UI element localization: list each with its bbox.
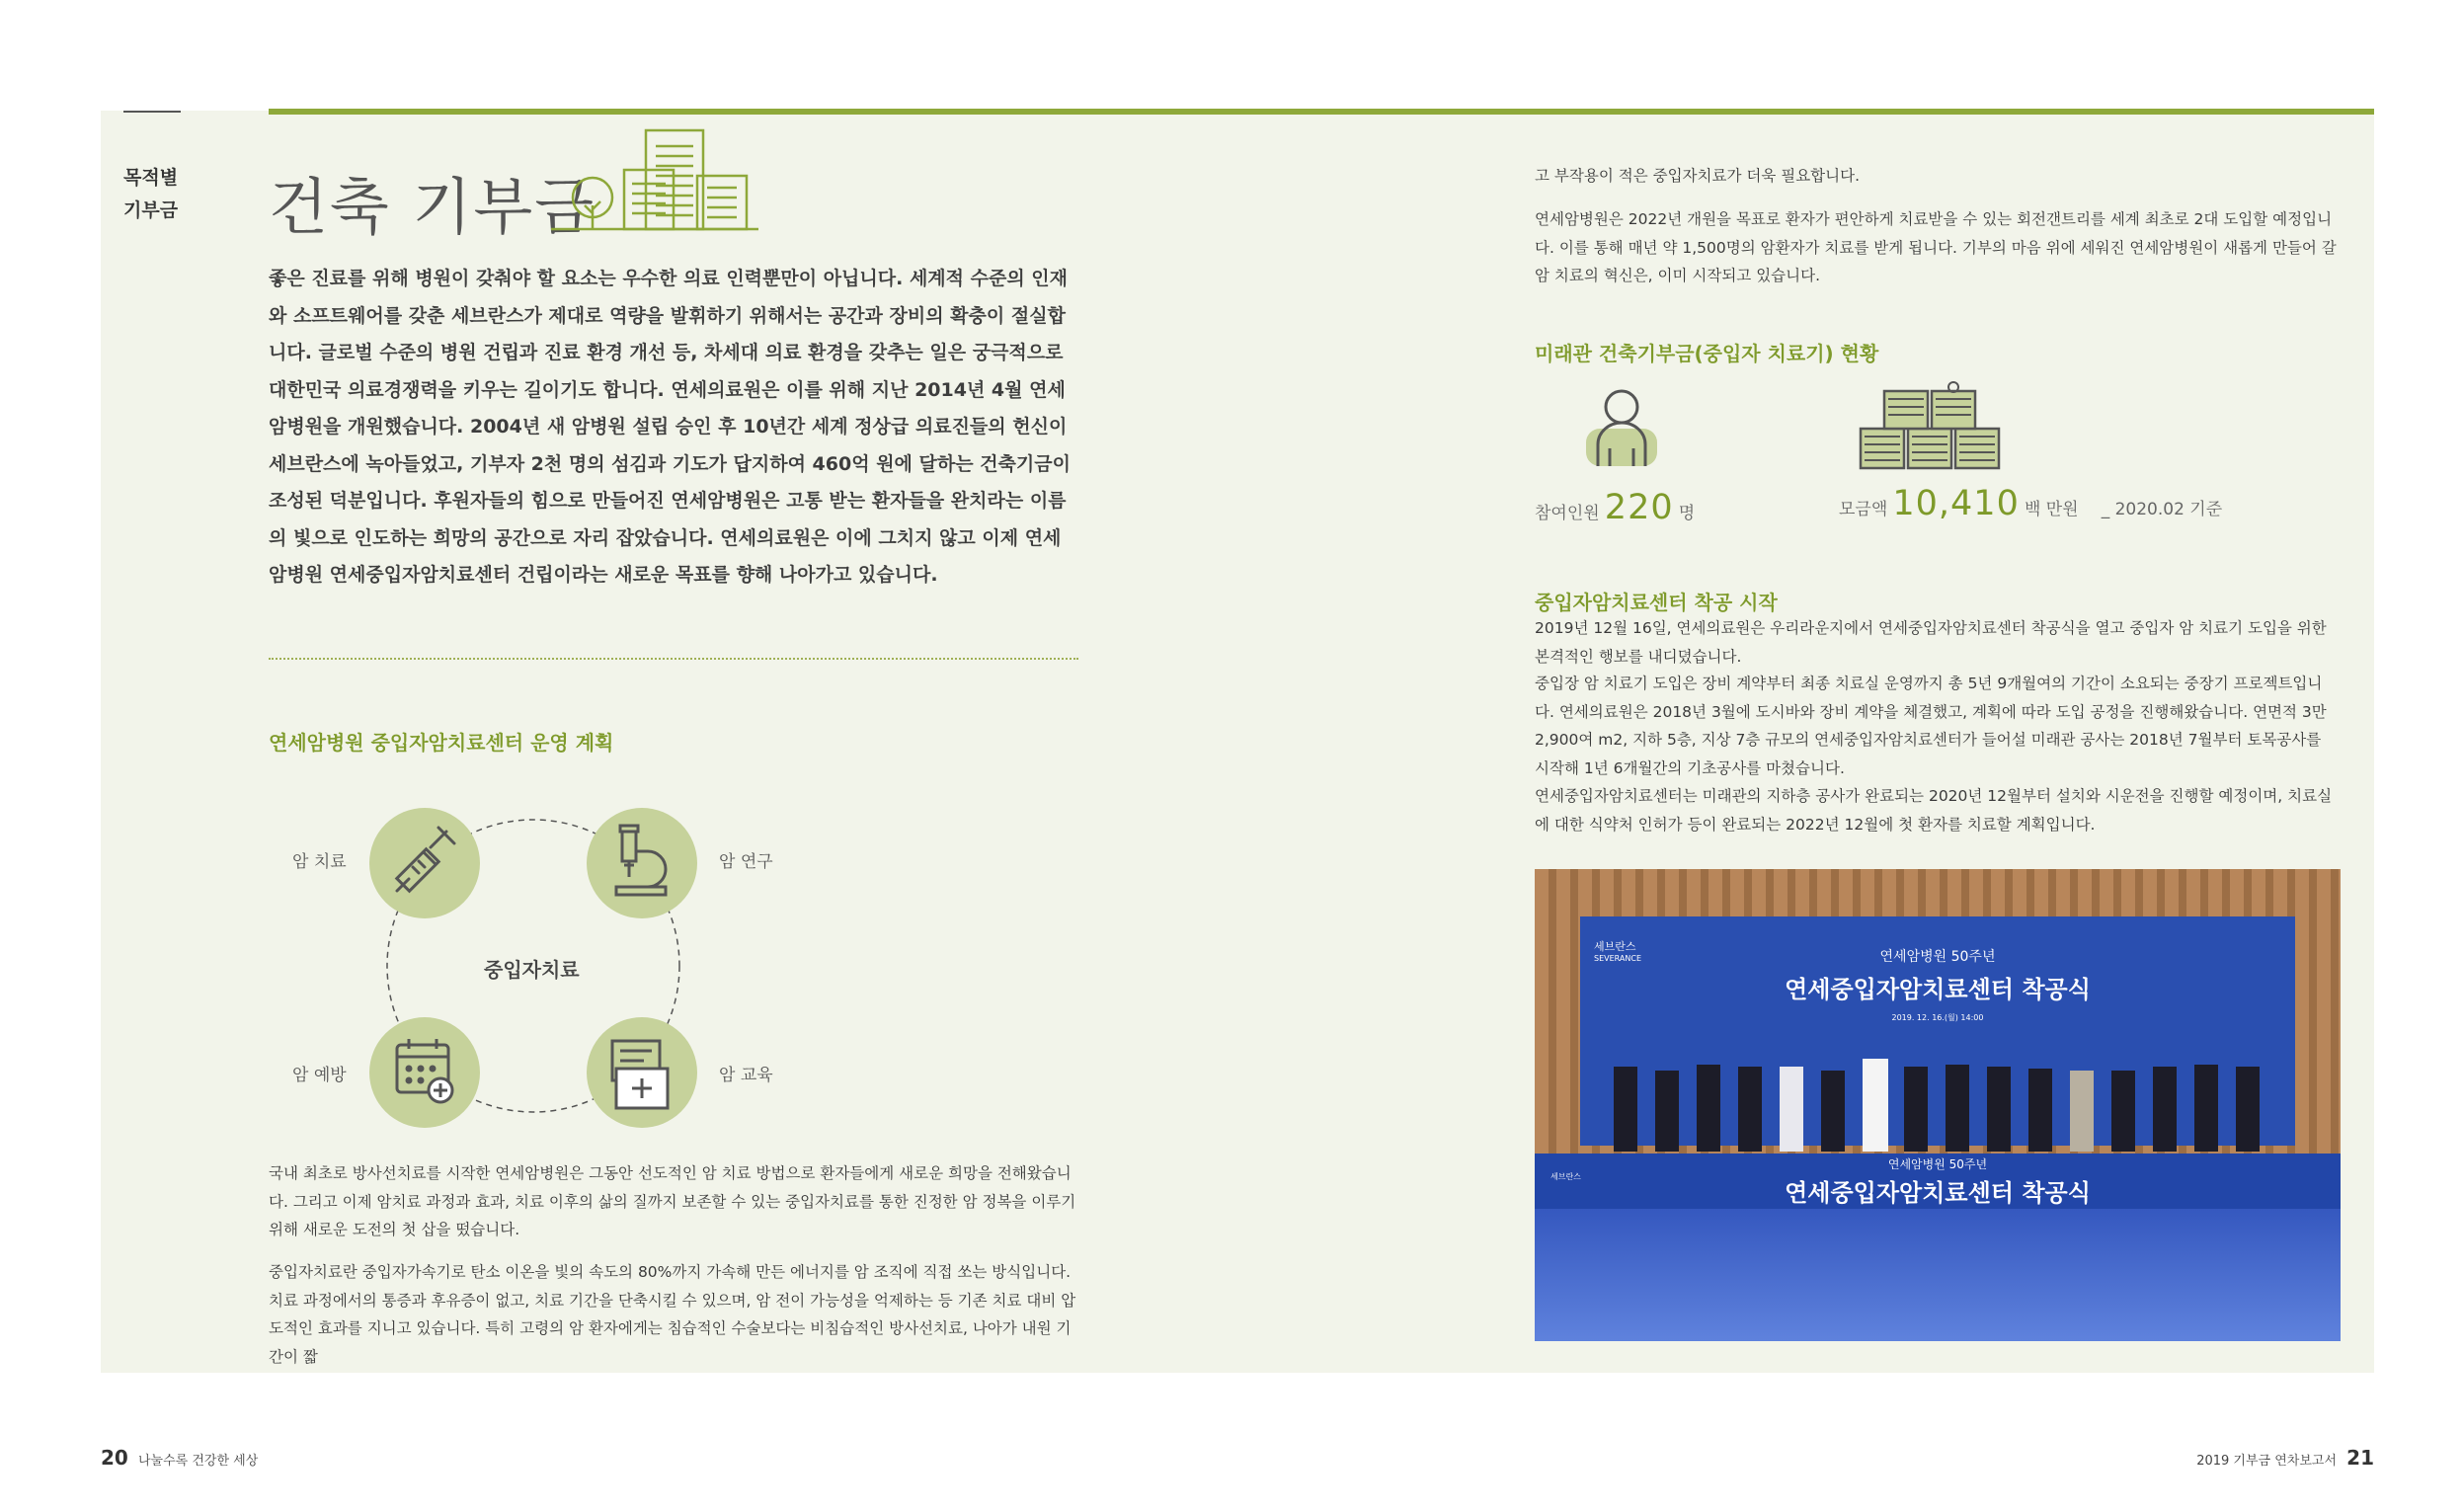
amount-stat xyxy=(1839,484,2222,523)
person-icon xyxy=(1580,385,1663,468)
banner-logo-text: 세브란스 xyxy=(1594,940,1636,953)
money-stack-icon xyxy=(1857,381,2005,472)
syringe-icon xyxy=(369,808,480,918)
footer-right xyxy=(2196,1446,2374,1470)
amount-unit: 백 만원 xyxy=(2024,500,2079,519)
intro-paragraph: 좋은 진료를 위해 병원이 갖춰야 할 요소는 우수한 의료 인력뿐만이 아닙니다. 세계적 수준의 인재와 소프트웨어를 갖춘 세브란스가 제대로 역량을 발휘하기 위해서는 공간과 장비의 확충이 절실합니다. 글로벌 수준의 병원 건립과 진료 환경 개선 등, 차세대 의료 환경을 갖추는 일은 궁극적으로 대한민국 의료경쟁력을 키우는 길이기도 합니다. 연세의료원은 이를 위해 지난 2014년 4월 연세암병원을 개원했습니다. 2004년 새 암병원 설립 승인 후 10년간 세계 정상급 의료진들의 헌신이 세브란스에 녹아들었고, 기부자 2천 명의 섬김과 기도가 답지하여 460억 원에 달하는 건축기금이 조성된 덕분입니다. 후원자들의 힘으로 만들어진 연세암병원은 고통 받는 환자들을 완치라는 이름의 빛으로 인도하는 희망의 공간으로 자리 잡았습니다. 연세의료원은 이에 그치지 않고 이제 연세암병원 연세중입자암치료센터 건립이라는 새로운 목표를 향해 나아가고 있습니다. xyxy=(269,268,1071,586)
stage-subtitle: 연세암병원 50주년 xyxy=(1887,1157,1988,1171)
participants-label: 참여인원 xyxy=(1535,504,1600,523)
category-label xyxy=(123,162,178,227)
amount-value: 10,410 xyxy=(1892,484,2020,523)
top-green-rule xyxy=(269,109,2374,115)
category-label-line1: 목적별 xyxy=(123,167,179,189)
right-body-paragraph-1: 고 부작용이 적은 중입자치료가 더욱 필요합니다. xyxy=(1535,167,1861,185)
right-body-paragraph-2: 연세암병원은 2022년 개원을 목표로 환자가 편안하게 치료받을 수 있는 회전갠트리를 세계 최초로 2대 도입할 예정입니다. 이를 통해 매년 약 1,500명의 암환자가 치료를 받게 됩니다. 기부의 마음 위에 세워진 연세암병원이 새롭게 만들어 갈 암 치료의 혁신은, 이미 시작되고 있습니다. xyxy=(1535,210,2337,284)
left-body-paragraph-2: 중입자치료란 중입자가속기로 탄소 이온을 빛의 속도의 80%까지 가속해 만든 에너지를 암 조직에 직접 쏘는 방식입니다. 치료 과정에서의 통증과 후유증이 없고, 치료 기간을 단축시킬 수 있으며, 암 전이 가능성을 억제하는 등 기존 치료 대비 압도적인 효과를 지니고 있습니다. 특히 고령의 암 환자에게는 침습적인 수술보다는 비침습적인 방사선치료, 나아가 내원 기간이 짧 xyxy=(269,1263,1076,1366)
right-page-number: 21 xyxy=(2346,1446,2374,1470)
cycle-label-education: 암 교육 xyxy=(719,1066,773,1085)
groundbreaking-paragraph-2: 중입장 암 치료기 도입은 장비 계약부터 최종 치료실 운영까지 총 5년 9개월여의 기간이 소요되는 중장기 프로젝트입니다. 연세의료원은 2018년 3월에 도시바와 장비 계약을 체결했고, 계획에 따라 도입 공정을 진행해왔습니다. 연면적 3만 2,900여 m2, 지하 5층, 지상 7층 규모의 연세중입자암치료센터가 들어설 미래관 공사는 2018년 7월부터 토목공사를 시작해 1년 6개월간의 기초공사를 마쳤습니다. xyxy=(1535,675,2327,777)
left-body-paragraph-1: 국내 최초로 방사선치료를 시작한 연세암병원은 그동안 선도적인 암 치료 방법으로 환자들에게 새로운 희망을 전해왔습니다. 그리고 이제 암치료 과정과 효과, 치료 이후의 삶의 질까지 보존할 수 있는 중입자치료를 통한 진정한 암 정복을 이루기 위해 새로운 도전의 첫 삽을 떴습니다. xyxy=(269,1164,1076,1238)
dotted-divider xyxy=(269,658,1078,660)
category-label-line2: 기부금 xyxy=(123,199,179,221)
groundbreaking-paragraph-3: 연세중입자암치료센터는 미래관의 지하층 공사가 완료되는 2020년 12월부터 설치와 시운전을 진행할 예정이며, 치료실에 대한 식약처 인허가 등이 완료되는 2022년 12월에 첫 환자를 치료할 계획입니다. xyxy=(1535,787,2333,834)
cycle-label-treatment: 암 치료 xyxy=(292,852,347,872)
banner-logo-sub: SEVERANCE xyxy=(1594,954,1641,963)
plan-heading: 연세암병원 중입자암치료센터 운영 계획 xyxy=(269,731,614,755)
left-page-number: 20 xyxy=(101,1446,128,1470)
participants-value: 220 xyxy=(1604,488,1674,527)
page-title: 건축 기부금 xyxy=(269,171,596,243)
groundbreaking-paragraph-1: 2019년 12월 16일, 연세의료원은 우리라운지에서 연세중입자암치료센터 착공식을 열고 중입자 암 치료기 도입을 위한 본격적인 행보를 내디뎠습니다. xyxy=(1535,619,2327,666)
amount-label: 모금액 xyxy=(1839,500,1888,519)
stage-title: 연세중입자암치료센터 착공식 xyxy=(1785,1179,2091,1207)
side-tick-line xyxy=(123,111,181,113)
banner-subtitle: 연세암병원 50주년 xyxy=(1879,949,1996,965)
cycle-label-prevention: 암 예방 xyxy=(292,1066,347,1085)
building-tree-icon xyxy=(549,126,760,233)
cycle-label-research: 암 연구 xyxy=(719,852,773,872)
calendar-plus-icon xyxy=(369,1017,480,1128)
microscope-icon xyxy=(587,808,697,918)
ceremony-photo xyxy=(1535,869,2341,1341)
banner-text xyxy=(1535,946,2341,1023)
ceremony-participants xyxy=(1574,1037,2301,1155)
presentation-plus-icon xyxy=(587,1017,697,1128)
groundbreaking-heading: 중입자암치료센터 착공 시작 xyxy=(1535,591,1778,614)
basis-date: _ 2020.02 기준 xyxy=(2101,500,2223,519)
footer-left xyxy=(101,1446,258,1470)
banner-date: 2019. 12. 16.(월) 14:00 xyxy=(1891,1013,1984,1022)
status-heading: 미래관 건축기부금(중입자 치료기) 현황 xyxy=(1535,342,1879,365)
banner-title: 연세중입자암치료센터 착공식 xyxy=(1785,976,2091,1003)
participants-unit: 명 xyxy=(1678,504,1696,523)
participants-stat xyxy=(1535,488,1695,527)
stage-logo: 세브란스 xyxy=(1550,1172,1581,1181)
cycle-center-label: 중입자치료 xyxy=(484,958,580,982)
left-footer-text: 나눌수록 건강한 세상 xyxy=(137,1454,259,1469)
right-footer-text: 2019 기부금 연차보고서 xyxy=(2196,1454,2338,1469)
stage-banner xyxy=(1535,1154,2341,1209)
